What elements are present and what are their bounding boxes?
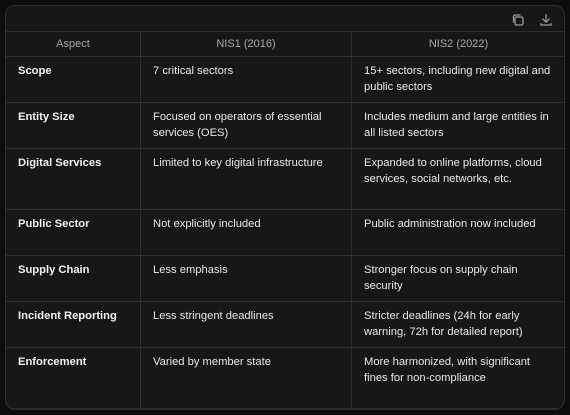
table-row bbox=[6, 210, 566, 256]
nis2-cell: 15+ sectors, including new digital and public sectors bbox=[352, 57, 566, 103]
nis2-cell: More harmonized, with significant fines for non-compliance bbox=[352, 348, 566, 409]
aspect-cell: Digital Services bbox=[6, 149, 141, 210]
aspect-cell: Scope bbox=[6, 57, 141, 103]
nis2-cell: Includes medium and large entities in all listed sectors bbox=[352, 103, 566, 149]
nis1-cell: Less emphasis bbox=[141, 256, 352, 302]
nis1-cell: Not explicitly included bbox=[141, 210, 352, 256]
nis1-cell: 7 critical sectors bbox=[141, 57, 352, 103]
nis1-cell: Less stringent deadlines bbox=[141, 302, 352, 348]
aspect-cell: Incident Reporting bbox=[6, 302, 141, 348]
column-header-aspect: Aspect bbox=[6, 32, 141, 57]
column-header-nis1: NIS1 (2016) bbox=[141, 32, 352, 57]
nis2-cell: Stronger focus on supply chain security bbox=[352, 256, 566, 302]
download-icon[interactable] bbox=[538, 12, 554, 28]
nis2-cell: Public administration now included bbox=[352, 210, 566, 256]
comparison-table-card bbox=[5, 5, 565, 410]
table-row bbox=[6, 348, 566, 409]
nis2-cell: Expanded to online platforms, cloud services, social networks, etc. bbox=[352, 149, 566, 210]
comparison-table bbox=[5, 31, 565, 409]
nis1-cell: Varied by member state bbox=[141, 348, 352, 409]
aspect-cell: Public Sector bbox=[6, 210, 141, 256]
table-row bbox=[6, 302, 566, 348]
table-toolbar bbox=[6, 6, 564, 31]
table-row bbox=[6, 103, 566, 149]
table-row bbox=[6, 256, 566, 302]
column-header-nis2: NIS2 (2022) bbox=[352, 32, 566, 57]
table-row bbox=[6, 57, 566, 103]
table-header-row bbox=[6, 32, 566, 57]
nis1-cell: Limited to key digital infrastructure bbox=[141, 149, 352, 210]
aspect-cell: Entity Size bbox=[6, 103, 141, 149]
table-row bbox=[6, 149, 566, 210]
nis1-cell: Focused on operators of essential services (OES) bbox=[141, 103, 352, 149]
aspect-cell: Supply Chain bbox=[6, 256, 141, 302]
copy-icon[interactable] bbox=[510, 12, 526, 28]
aspect-cell: Enforcement bbox=[6, 348, 141, 409]
nis2-cell: Stricter deadlines (24h for early warning, 72h for detailed report) bbox=[352, 302, 566, 348]
